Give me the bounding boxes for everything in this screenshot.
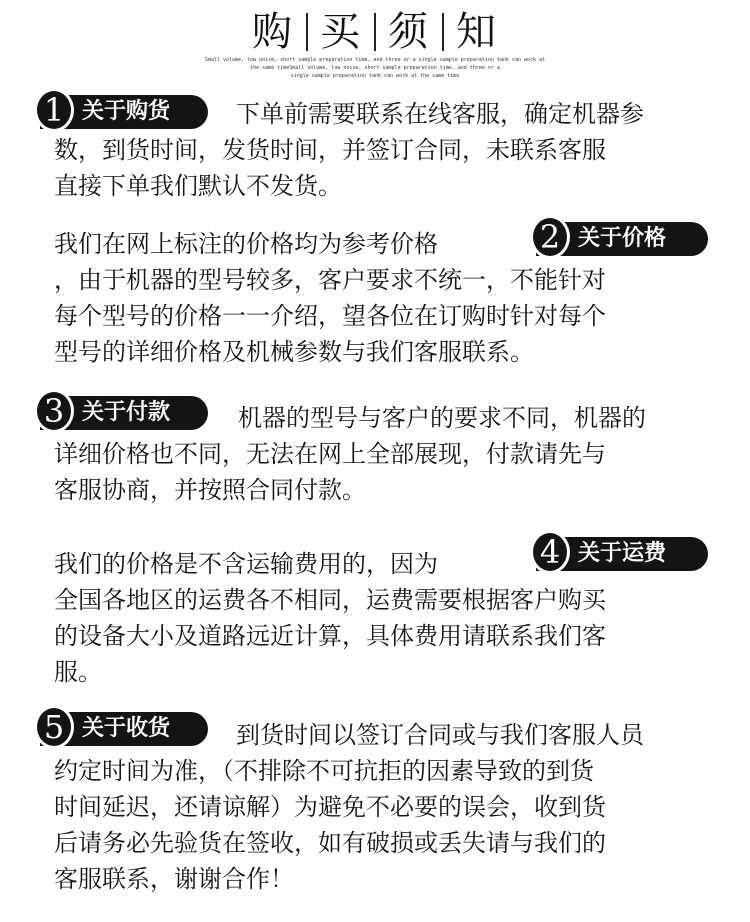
section-number: 5 bbox=[34, 705, 74, 749]
text-line: 直接下单我们默认不发货。 bbox=[54, 172, 342, 200]
section-text-payment bbox=[54, 400, 714, 508]
text-line: 约定时间为准，（不排除不可抗拒的因素导致的到货 bbox=[54, 757, 594, 785]
section-number: 4 bbox=[530, 530, 570, 574]
title-divider bbox=[374, 13, 376, 51]
text-line: ，由于机器的型号较多，客户要求不统一，不能针对 bbox=[54, 266, 606, 294]
title-char: 知 bbox=[456, 9, 498, 55]
text-line: 我们的价格是不含运输费用的，因为 bbox=[54, 550, 438, 578]
page-title bbox=[0, 4, 750, 60]
text-line: 客服联系，谢谢合作！ bbox=[54, 865, 294, 893]
section-label: 关于收货 bbox=[82, 716, 171, 741]
text-line: 每个型号的价格一一介绍，望各位在订购时针对每个 bbox=[54, 302, 606, 330]
section-text-price bbox=[54, 226, 714, 370]
subtitle-line: single sample preparation tank can work at the same time bbox=[290, 73, 460, 79]
title-divider bbox=[306, 13, 308, 51]
section-label: 关于购货 bbox=[82, 99, 171, 124]
subtitle-line: the same timeSmall volume, low noise, short sample preparation time, and three or a bbox=[250, 65, 500, 71]
text-line: 服。 bbox=[54, 658, 102, 686]
section-number: 1 bbox=[34, 88, 74, 132]
text-line: 详细价格也不同，无法在网上全部展现，付款请先与 bbox=[54, 440, 606, 468]
section-text-shipping bbox=[54, 546, 714, 690]
section-number: 3 bbox=[34, 389, 74, 433]
text-line: 到货时间以签订合同或与我们客服人员 bbox=[236, 721, 644, 749]
section-text-receipt bbox=[54, 717, 714, 897]
section-label: 关于运费 bbox=[578, 541, 667, 566]
text-line: 时间延迟，还请谅解）为避免不必要的误会，收到货 bbox=[54, 793, 606, 821]
text-line: 后请务必先验货在签收，如有破损或丢失请与我们的 bbox=[54, 829, 606, 857]
section-number: 2 bbox=[530, 215, 570, 259]
text-line: 机器的型号与客户的要求不同，机器的 bbox=[238, 404, 646, 432]
text-line: 我们在网上标注的价格均为参考价格 bbox=[54, 230, 438, 258]
title-char: 买 bbox=[320, 9, 362, 55]
text-line: 的设备大小及道路远近计算，具体费用请联系我们客 bbox=[54, 622, 606, 650]
title-char: 购 bbox=[252, 9, 294, 55]
text-line: 数，到货时间，发货时间，并签订合同，未联系客服 bbox=[54, 136, 606, 164]
text-line: 型号的详细价格及机械参数与我们客服联系。 bbox=[54, 338, 534, 366]
title-char: 须 bbox=[388, 9, 430, 55]
text-line: 全国各地区的运费各不相同，运费需要根据客户购买 bbox=[54, 586, 606, 614]
subtitle-line: Small volume, low noise, short sample preparation time, and three or a single sample preparation tank can work at bbox=[204, 57, 546, 63]
text-line: 下单前需要联系在线客服，确定机器参 bbox=[236, 100, 644, 128]
section-text-purchase bbox=[54, 96, 714, 204]
section-label: 关于价格 bbox=[578, 226, 667, 251]
title-divider bbox=[442, 13, 444, 51]
section-label: 关于付款 bbox=[82, 400, 171, 425]
text-line: 客服协商，并按照合同付款。 bbox=[54, 476, 366, 504]
